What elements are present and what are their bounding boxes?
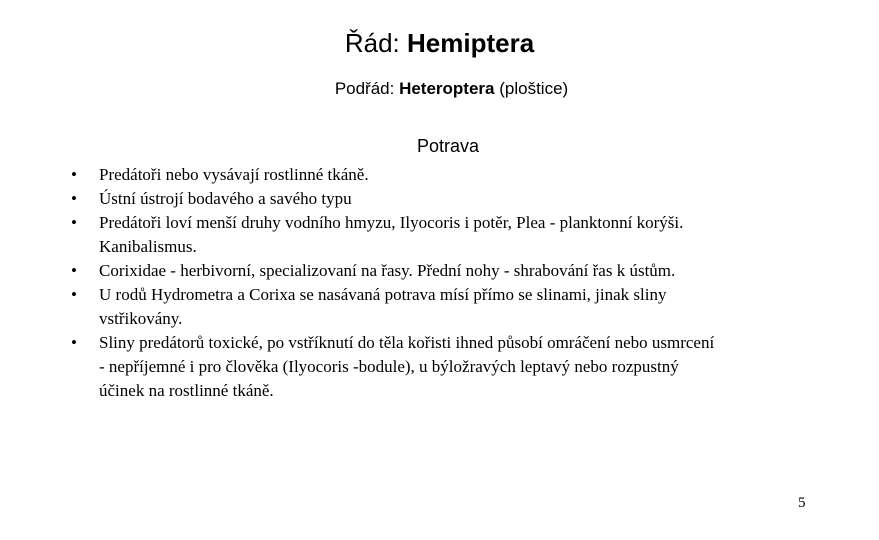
subtitle-prefix: Podřád: bbox=[334, 79, 400, 98]
subtitle-suborder-name: Heteroptera bbox=[399, 79, 495, 98]
bullet-line: účinek na rostlinné tkáně. bbox=[99, 381, 274, 400]
bullet-line: vstřikovány. bbox=[99, 309, 183, 328]
bullet-icon: • bbox=[71, 261, 77, 280]
bullet-line: - nepříjemné i pro člověka (Ilyocoris -bodule), u býložravých leptavý nebo rozpustný bbox=[99, 357, 679, 376]
bullet-list bbox=[71, 163, 851, 403]
bullet-icon: • bbox=[71, 333, 77, 352]
bullet-icon: • bbox=[71, 165, 77, 184]
bullet-icon: • bbox=[71, 189, 77, 208]
bullet-item bbox=[71, 211, 851, 259]
bullet-line: Corixidae - herbivorní, specializovaní na řasy. Přední nohy - shrabování řas k ústům. bbox=[99, 261, 676, 280]
page-number: 5 bbox=[798, 495, 806, 511]
bullet-icon: • bbox=[71, 285, 77, 304]
bullet-line: Kanibalismus. bbox=[99, 237, 197, 256]
slide-subtitle bbox=[0, 77, 879, 101]
bullet-item bbox=[71, 331, 851, 403]
bullet-item bbox=[71, 259, 851, 283]
title-order-name: Hemiptera bbox=[407, 28, 535, 58]
bullet-line: Ústní ústrojí bodavého a savého typu bbox=[99, 189, 352, 208]
section-heading: Potrava bbox=[416, 136, 480, 156]
bullet-item bbox=[71, 187, 851, 211]
bullet-item bbox=[71, 163, 851, 187]
bullet-item bbox=[71, 283, 851, 331]
title-prefix: Řád: bbox=[344, 28, 407, 58]
slide-title bbox=[0, 26, 879, 60]
bullet-icon: • bbox=[71, 213, 77, 232]
bullet-line: Predátoři nebo vysávají rostlinné tkáně. bbox=[99, 165, 369, 184]
bullet-line: U rodů Hydrometra a Corixa se nasávaná potrava mísí přímo se slinami, jinak sliny bbox=[99, 285, 667, 304]
subtitle-suffix: (ploštice) bbox=[494, 79, 569, 98]
bullet-line: Predátoři loví menší druhy vodního hmyzu, Ilyocoris i potěr, Plea - planktonní korýši. bbox=[99, 213, 684, 232]
bullet-line: Sliny predátorů toxické, po vstříknutí do těla kořisti ihned působí omráčení nebo usmrcení bbox=[99, 333, 715, 352]
